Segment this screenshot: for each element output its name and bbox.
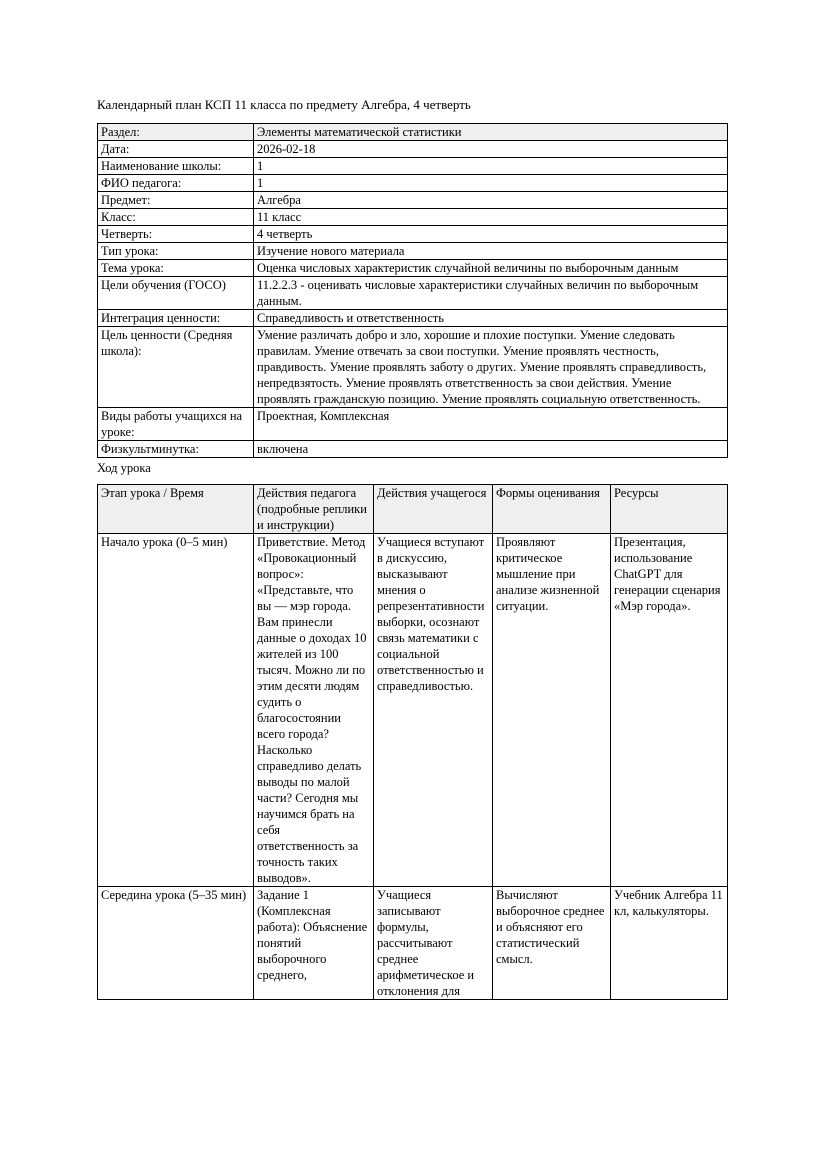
info-label: Тема урока: (98, 260, 254, 277)
info-value: 1 (254, 175, 728, 192)
info-label: Цель ценности (Средняя школа): (98, 327, 254, 408)
lesson-header-resources: Ресурсы (611, 485, 728, 534)
info-label: Дата: (98, 141, 254, 158)
info-row (98, 260, 728, 277)
lesson-header-teacher: Действия педагога (подробные реплики и инструкции) (254, 485, 374, 534)
lesson-header-stage: Этап урока / Время (98, 485, 254, 534)
info-label: Раздел: (98, 124, 254, 141)
info-label: Физкультминутка: (98, 441, 254, 458)
lesson-cell-assessment: Вычисляют выборочное среднее и объясняют его статистический смысл. (493, 887, 611, 1000)
lesson-header-row (98, 485, 728, 534)
lesson-cell-teacher: Задание 1 (Комплексная работа): Объяснение понятий выборочного среднего, (254, 887, 374, 1000)
info-label: Наименование школы: (98, 158, 254, 175)
lesson-flow-heading: Ход урока (97, 461, 151, 475)
info-label: ФИО педагога: (98, 175, 254, 192)
lesson-table (97, 484, 728, 1000)
info-value: Проектная, Комплексная (254, 408, 728, 441)
lesson-cell-stage: Середина урока (5–35 мин) (98, 887, 254, 1000)
info-label: Класс: (98, 209, 254, 226)
info-label: Виды работы учащихся на уроке: (98, 408, 254, 441)
info-row (98, 310, 728, 327)
page-title: Календарный план КСП 11 класса по предмету Алгебра, 4 четверть (97, 97, 471, 112)
lesson-cell-student: Учащиеся вступают в дискуссию, высказывают мнения о репрезентативности выборки, осознают связь математики с социальной ответственностью и справедливостью. (374, 534, 493, 887)
lesson-row (98, 534, 728, 887)
info-table (97, 123, 728, 458)
info-row (98, 209, 728, 226)
info-row (98, 226, 728, 243)
lesson-cell-resources: Презентация, использование ChatGPT для генерации сценария «Мэр города». (611, 534, 728, 887)
lesson-header-assessment: Формы оценивания (493, 485, 611, 534)
info-row (98, 408, 728, 441)
info-label: Интеграция ценности: (98, 310, 254, 327)
lesson-cell-teacher: Приветствие. Метод «Провокационный вопрос»: «Представьте, что вы — мэр города. Вам принесли данные о доходах 10 жителей из 100 тысяч. Можно ли по этим десяти людям судить о благосостоянии всего города? Насколько справедливо делать выводы по малой части? Сегодня мы научимся брать на себя ответственность за точность таких выводов». (254, 534, 374, 887)
info-value: Оценка числовых характеристик случайной величины по выборочным данным (254, 260, 728, 277)
info-value: Алгебра (254, 192, 728, 209)
info-value: Справедливость и ответственность (254, 310, 728, 327)
info-value: 11 класс (254, 209, 728, 226)
info-value: включена (254, 441, 728, 458)
lesson-cell-resources: Учебник Алгебра 11 кл, калькуляторы. (611, 887, 728, 1000)
info-row (98, 175, 728, 192)
lesson-cell-student: Учащиеся записывают формулы, рассчитывают среднее арифметическое и отклонения для (374, 887, 493, 1000)
info-row (98, 277, 728, 310)
info-row (98, 243, 728, 260)
info-value: Изучение нового материала (254, 243, 728, 260)
info-value: Умение различать добро и зло, хорошие и плохие поступки. Умение следовать правилам. Умение отвечать за свои поступки. Умение проявлять честность, правдивость. Умение проявлять заботу о других. Умение проявлять справедливость, непредвзятость. Умение проявлять ответственность за свои действия. Умение проявлять гражданскую позицию. Умение проявлять социальную ответственность. (254, 327, 728, 408)
lesson-cell-assessment: Проявляют критическое мышление при анализе жизненной ситуации. (493, 534, 611, 887)
info-value: Элементы математической статистики (254, 124, 728, 141)
info-label: Четверть: (98, 226, 254, 243)
info-value: 1 (254, 158, 728, 175)
info-label: Тип урока: (98, 243, 254, 260)
info-row (98, 441, 728, 458)
info-label: Цели обучения (ГОСО) (98, 277, 254, 310)
info-row (98, 124, 728, 141)
info-row (98, 158, 728, 175)
info-row (98, 141, 728, 158)
lesson-cell-stage: Начало урока (0–5 мин) (98, 534, 254, 887)
info-label: Предмет: (98, 192, 254, 209)
info-value: 4 четверть (254, 226, 728, 243)
info-row (98, 192, 728, 209)
lesson-row (98, 887, 728, 1000)
lesson-header-student: Действия учащегося (374, 485, 493, 534)
info-value: 11.2.2.3 - оценивать числовые характеристики случайных величин по выборочным данным. (254, 277, 728, 310)
info-row (98, 327, 728, 408)
info-value: 2026-02-18 (254, 141, 728, 158)
